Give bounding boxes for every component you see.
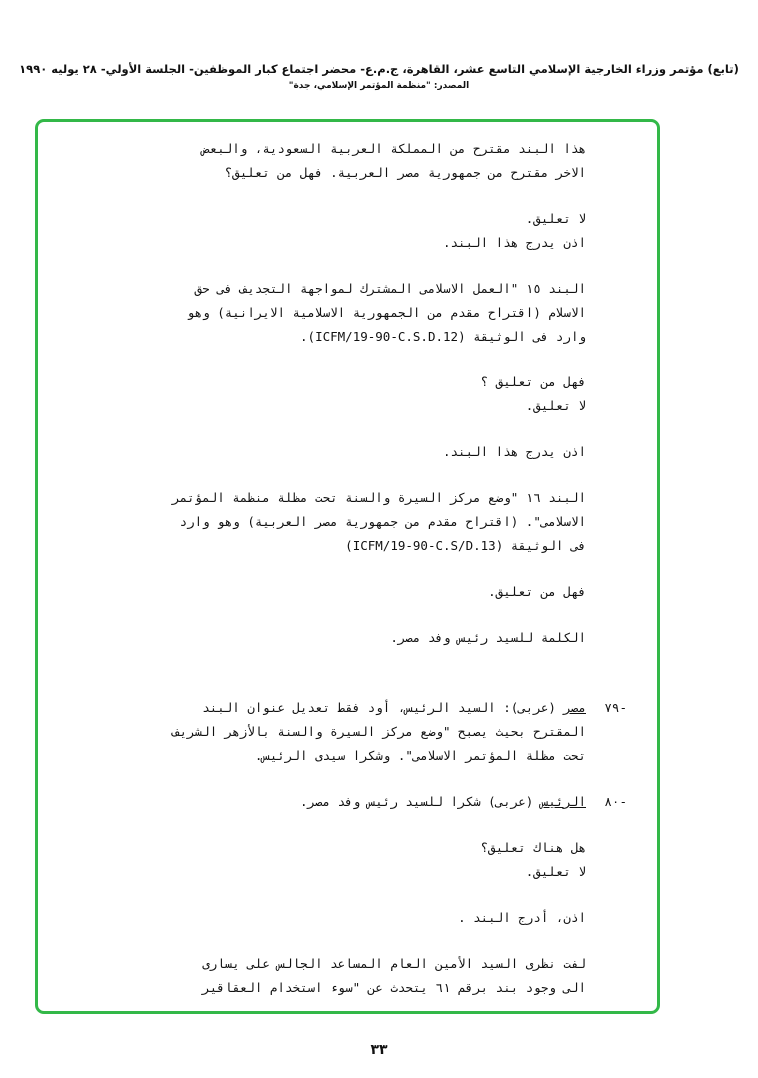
text-line: تحت مظلة المؤتمر الاسلامى". وشكرا سيدى الرئيس. [254, 748, 586, 763]
speaker-egypt: مصر [563, 700, 586, 715]
text-line: الكلمة للسيد رئيس وفد مصر. [390, 630, 586, 645]
statement-number-80: -٨٠ [604, 794, 627, 809]
text-line: وارد فى الوثيقة (ICFM/19-90-C.S.D.12). [300, 329, 586, 344]
text-line: لا تعليق. [525, 864, 586, 879]
content-frame [35, 119, 660, 1014]
statement-79-line1 [202, 700, 586, 715]
text-line: لفت نظرى السيد الأمين العام المساعد الجالس على يسارى [202, 956, 586, 971]
text-line: البند ١٦ "وضع مركز السيرة والسنة تحت مظلة منظمة المؤتمر [172, 490, 586, 505]
text-line: المقترح بحيث يصبح "وضع مركز السيرة والسنة بالأزهر الشريف [172, 724, 586, 739]
text-line: هل هناك تعليق؟ [480, 840, 586, 855]
text-line: فى الوثيقة (ICFM/19-90-C.S/D.13) [345, 538, 586, 553]
statement-number-79: -٧٩ [604, 700, 627, 715]
header-source: المصدر: "منظمة المؤتمر الإسلامي، جدة" [288, 81, 470, 91]
text-line: اذن، أدرج البند . [458, 910, 586, 925]
text-line: لا تعليق. [525, 211, 586, 226]
text-line: الاخر مقترح من جمهورية مصر العربية. فهل من تعليق؟ [224, 165, 586, 180]
text-line: الاسلامى". (اقتراح مقدم من جمهورية مصر العربية) وهو وارد [179, 514, 586, 529]
statement-79-text: (عربى): السيد الرئيس، أود فقط تعديل عنوان البند [202, 700, 564, 715]
text-line: هذا البند مقترح من المملكة العربية السعودية، والبعض [202, 141, 586, 156]
text-line: الى وجود بند برقم ٦١ يتحدث عن "سوء استخدام العقاقير [202, 980, 586, 995]
header-title: (تابع) مؤتمر وزراء الخارجية الإسلامي التاسع عشر، القاهرة، ج.م.ع- محضر اجتماع كبار الموظفين- الجلسة الأولي- ٢٨ يوليه ١٩٩٠ [19, 62, 739, 76]
text-line: فهل من تعليق. [488, 584, 586, 599]
document-header [0, 62, 758, 91]
text-line: اذن يدرج هذا البند. [443, 444, 586, 459]
text-line: اذن يدرج هذا البند. [443, 235, 586, 250]
text-line: لا تعليق. [525, 398, 586, 413]
statement-80-line1 [300, 794, 586, 809]
text-line: الاسلام (اقتراح مقدم من الجمهورية الاسلامية الايرانية) وهو [187, 305, 586, 320]
text-line: فهل من تعليق ؟ [480, 374, 586, 389]
page-number: ٣٣ [370, 1042, 388, 1058]
statement-80-text: (عربى) شكرا للسيد رئيس وفد مصر. [300, 794, 541, 809]
text-line: البند ١٥ "العمل الاسلامى المشترك لمواجهة التجديف فى حق [194, 281, 586, 296]
speaker-president: الرئيس [540, 794, 586, 809]
